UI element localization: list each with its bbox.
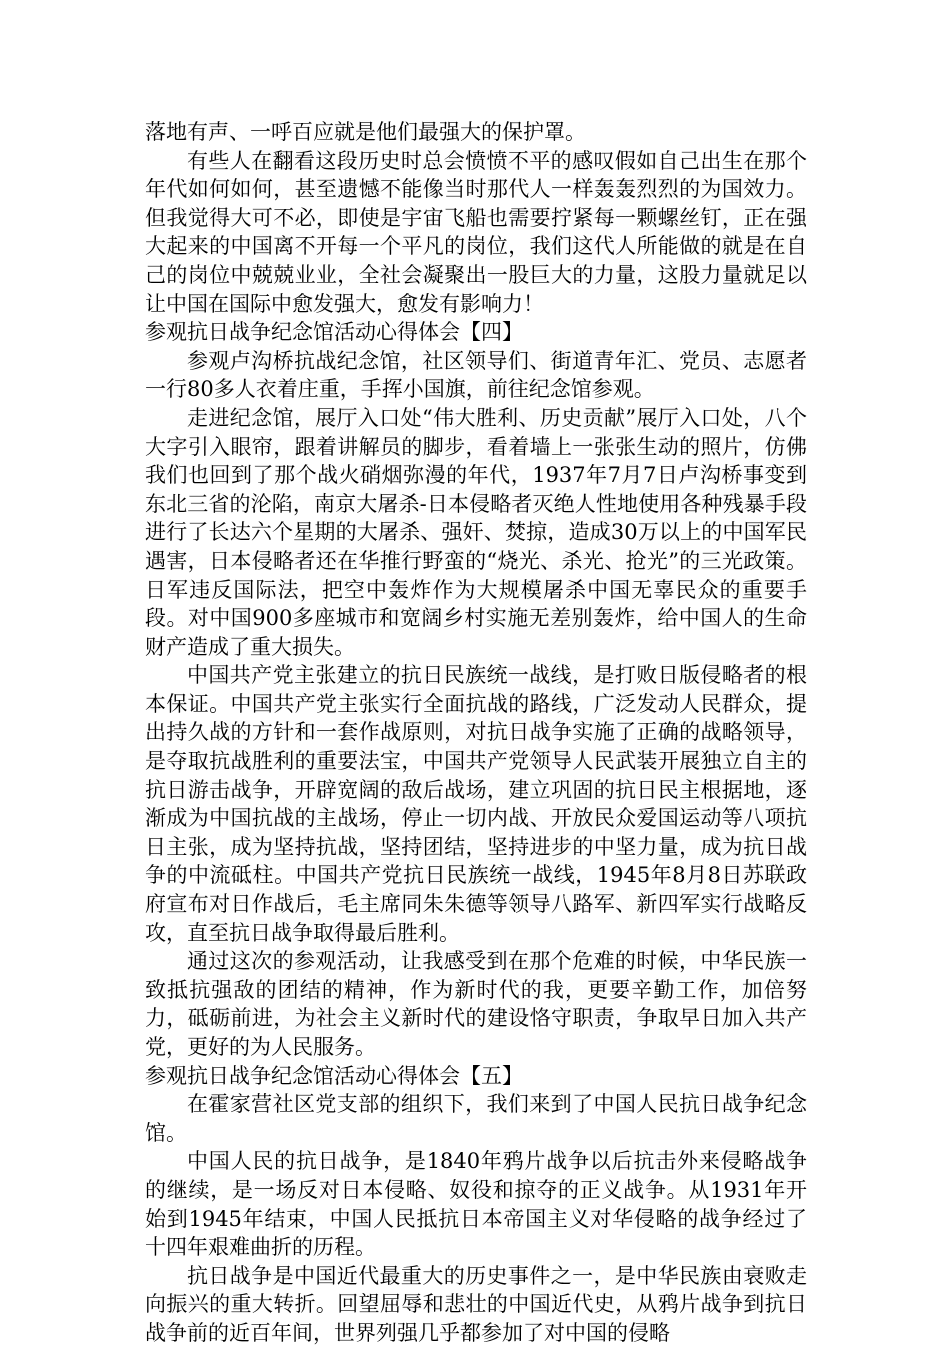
paragraph-exhibition: 走进纪念馆，展厅入口处“伟大胜利、历史贡献”展厅入口处，八个大字引入眼帘，跟着讲解员的脚步，看着墙上一张张生动的照片，仿佛我们也回到了那个战火硝烟弥漫的年代，1937年7月7日卢沟桥事变到东北三省的沦陷，南京大屠杀-日本侵略者灭绝人性地使用各种残暴手段进行了长达六个星期的大屠杀、强奸、焚掠，造成30万以上的中国军民遇害，日本侵略者还在华推行野蛮的“烧光、杀光、抢光”的三光政策。日军违反国际法，把空中轰炸作为大规模屠杀中国无辜民众的重要手段。对中国900多座城市和宽阔乡村实施无差别轰炸，给中国人的生命财产造成了重大损失。 xyxy=(145,405,807,659)
section-heading-four: 参观抗日战争纪念馆活动心得体会【四】 xyxy=(145,320,523,345)
paragraph-organized-visit: 在霍家营社区党支部的组织下，我们来到了中国人民抗日战争纪念馆。 xyxy=(145,1092,807,1145)
paragraph-conclusion: 通过这次的参观活动，让我感受到在那个危难的时候，中华民族一致抵抗强敌的团结的精神，作为新时代的我，更要辛勤工作，加倍努力，砥砺前进，为社会主义新时代的建设恪守职责，争取早日加入共产党，更好的为人民服务。 xyxy=(145,949,807,1059)
paragraph-turning-point: 抗日战争是中国近代最重大的历史事件之一，是中华民族由衰败走向振兴的重大转折。回望屈辱和悲壮的中国近代史，从鸦片战争到抗日战争前的近百年间，世界列强几乎都参加了对中国的侵略 xyxy=(145,1263,807,1345)
paragraph-reflection: 有些人在翻看这段历史时总会愤愤不平的感叹假如自己出生在那个年代如何如何，甚至遗憾不能像当时那代人一样轰轰烈烈的为国效力。但我觉得大可不必，即使是宇宙飞船也需要拧紧每一颗螺丝钉，正在强大起来的中国离不开每一个平凡的岗位，我们这代人所能做的就是在自己的岗位中兢兢业业，全社会凝聚出一股巨大的力量，这股力量就足以让中国在国际中愈发强大，愈发有影响力！ xyxy=(145,148,807,316)
paragraph-continuation: 落地有声、一呼百应就是他们最强大的保护罩。 xyxy=(145,120,586,144)
paragraph-visit-intro: 参观卢沟桥抗战纪念馆，社区领导们、街道青年汇、党员、志愿者一行80多人衣着庄重，手挥小国旗，前往纪念馆参观。 xyxy=(145,348,807,402)
document-page xyxy=(145,118,807,1348)
section-heading-five: 参观抗日战争纪念馆活动心得体会【五】 xyxy=(145,1063,523,1088)
paragraph-united-front: 中国共产党主张建立的抗日民族统一战线，是打败日版侵略者的根本保证。中国共产党主张实行全面抗战的路线，广泛发动人民群众，提出持久战的方针和一套作战原则，对抗日战争实施了正确的战略领导，是夺取抗战胜利的重要法宝，中国共产党领导人民武装开展独立自主的抗日游击战争，开辟宽阔的敌后战场，建立巩固的抗日民主根据地，逐渐成为中国抗战的主战场，停止一切内战、开放民众爱国运动等八项抗日主张，成为坚持抗战，坚持团结，坚持进步的中坚力量，成为抗日战争的中流砥柱。中国共产党抗日民族统一战线，1945年8月8日苏联政府宣布对日作战后，毛主席同朱朱德等领导八路军、新四军实行战略反攻，直至抗日战争取得最后胜利。 xyxy=(145,663,807,945)
paragraph-war-history: 中国人民的抗日战争，是1840年鸦片战争以后抗击外来侵略战争的继续，是一场反对日本侵略、奴役和掠夺的正义战争。从1931年开始到1945年结束，中国人民抵抗日本帝国主义对华侵略的战争经过了十四年艰难曲折的历程。 xyxy=(145,1149,807,1260)
